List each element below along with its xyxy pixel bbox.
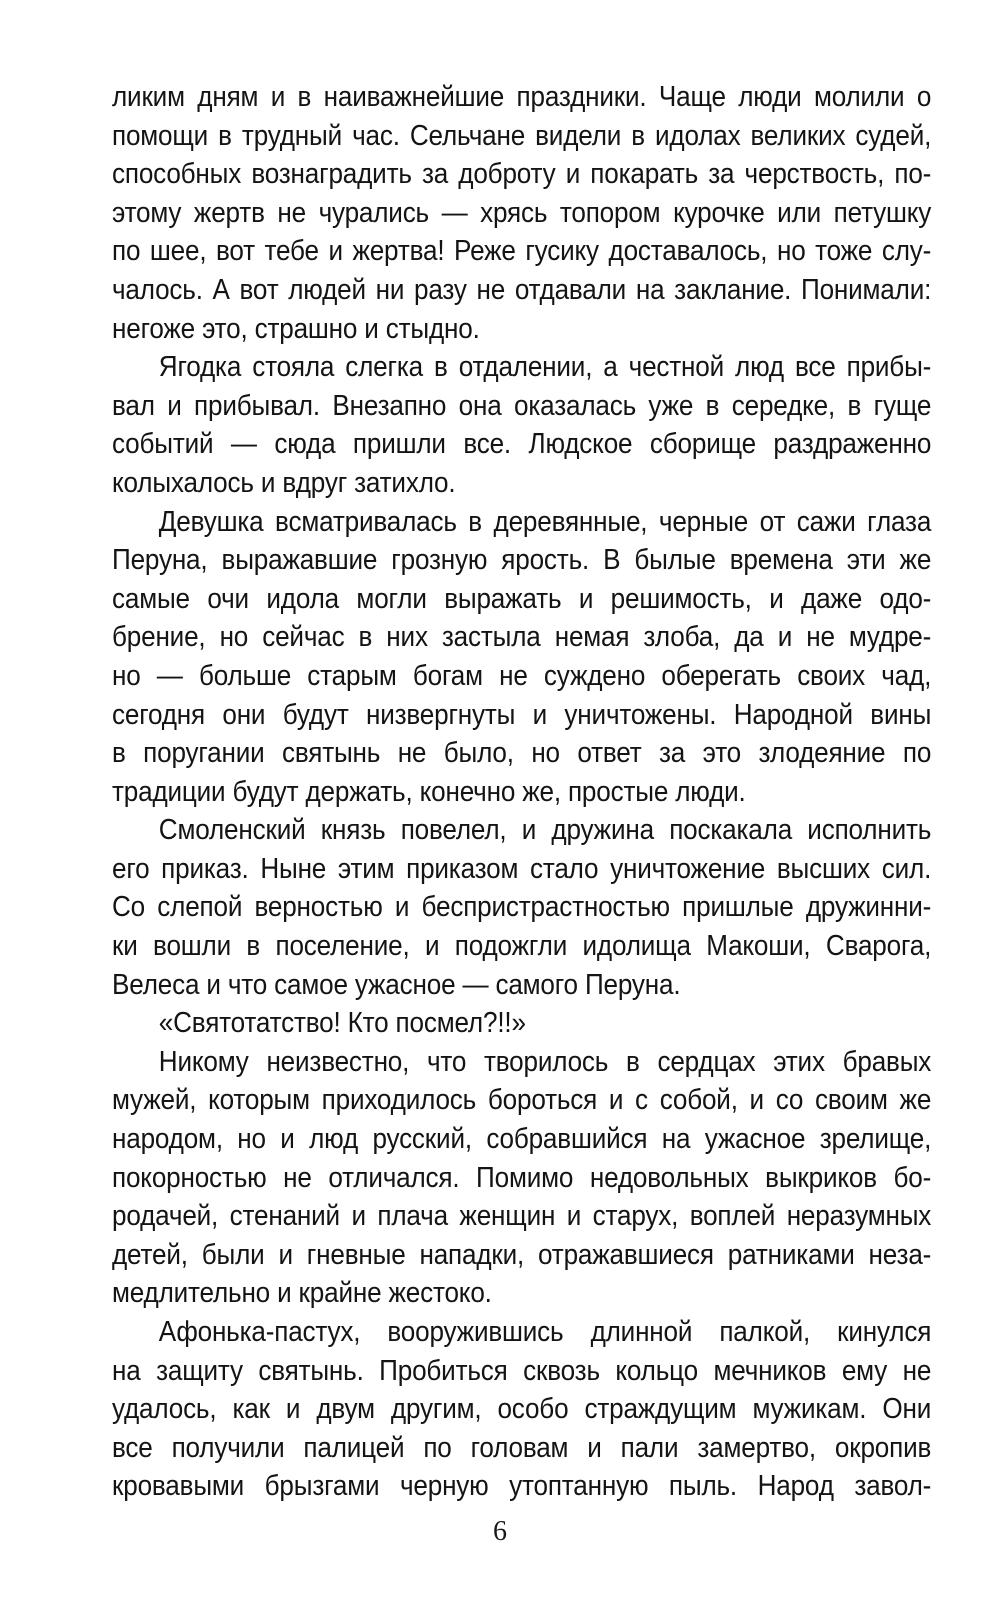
text-line: этому жертв не чурались — хрясь топором курочке или петушку [112,196,932,229]
text-line: Девушка всматривалась в деревянные, черные от сажи глаза [158,505,932,538]
text-line: ки вошли в поселение, и подожгли идолища Макоши, Сварога, [112,930,932,963]
text-line: Со слепой верностью и беспристрастностью пришлые дружинни- [112,891,932,924]
text-line: помощи в трудный час. Сельчане видели в идолах великих судей, [112,119,932,152]
text-line: народом, но и люд русский, собравшийся на ужасное зрелище, [112,1123,932,1156]
text-line: Велеса и что самое ужасное — самого Перуна. [112,968,681,1001]
text-line: все получили палицей по головам и пали замертво, окропив [112,1431,932,1464]
body-text [112,78,932,1506]
text-line: Ягодка стояла слегка в отдалении, а честной люд все прибы- [158,351,932,384]
text-line: детей, были и гневные нападки, отражавшиеся ратниками неза- [112,1238,932,1271]
text-line: медлительно и крайне жестоко. [112,1277,492,1310]
text-line: вал и прибывал. Внезапно она оказалась уже в середке, в гуще [112,389,932,422]
text-line: по шее, вот тебе и жертва! Реже гусику доставалось, но тоже слу- [112,235,932,268]
text-line: на защиту святынь. Пробиться сквозь кольцо мечников ему не [112,1354,932,1387]
text-line: колыхалось и вдруг затихло. [112,466,456,499]
text-line: удалось, как и двум другим, особо страждущим мужикам. Они [112,1393,932,1426]
text-line: Никому неизвестно, что творилось в сердцах этих бравых [158,1045,932,1078]
page-number: 6 [493,1516,507,1547]
text-line: в поругании святынь не было, но ответ за это злодеяние по [112,737,932,770]
text-line: способных вознаградить за доброту и покарать за черствость, по- [112,158,932,191]
text-line: сегодня они будут низвергнуты и уничтожены. Народной вины [112,698,932,731]
text-line: чалось. А вот людей ни разу не отдавали на заклание. Понимали: [112,273,932,306]
text-line: покорностью не отличался. Помимо недовольных выкриков бо- [112,1161,932,1194]
text-line: мужей, которым приходилось бороться и с собой, и со своим же [112,1084,932,1117]
text-line: негоже это, страшно и стыдно. [112,312,480,345]
text-line: ликим дням и в наиважнейшие праздники. Чаще люди молили о [112,81,932,113]
text-line: кровавыми брызгами черную утоптанную пыль. Народ завол- [112,1470,932,1503]
text-line: Смоленский князь повелел, и дружина поскакала исполнить [158,814,932,847]
text-line: Афонька-пастух, вооружившись длинной палкой, кинулся [158,1316,932,1348]
text-line: «Святотатство! Кто посмел?!!» [158,1007,526,1040]
text-line: самые очи идола могли выражать и решимость, и даже одо- [112,582,932,615]
text-line: событий — сюда пришли все. Людское сборище раздраженно [112,428,932,461]
text-line: родачей, стенаний и плача женщин и старух, воплей неразумных [112,1200,932,1233]
text-line: брение, но сейчас в них застыла немая злоба, да и не мудре- [112,621,932,654]
text-line: Перуна, выражавшие грозную ярость. В былые времена эти же [112,544,932,577]
text-line: его приказ. Ныне этим приказом стало уничтожение высших сил. [112,852,932,885]
text-line: но — больше старым богам не суждено оберегать своих чад, [112,659,932,692]
text-line: традиции будут держать, конечно же, простые люди. [112,775,746,808]
